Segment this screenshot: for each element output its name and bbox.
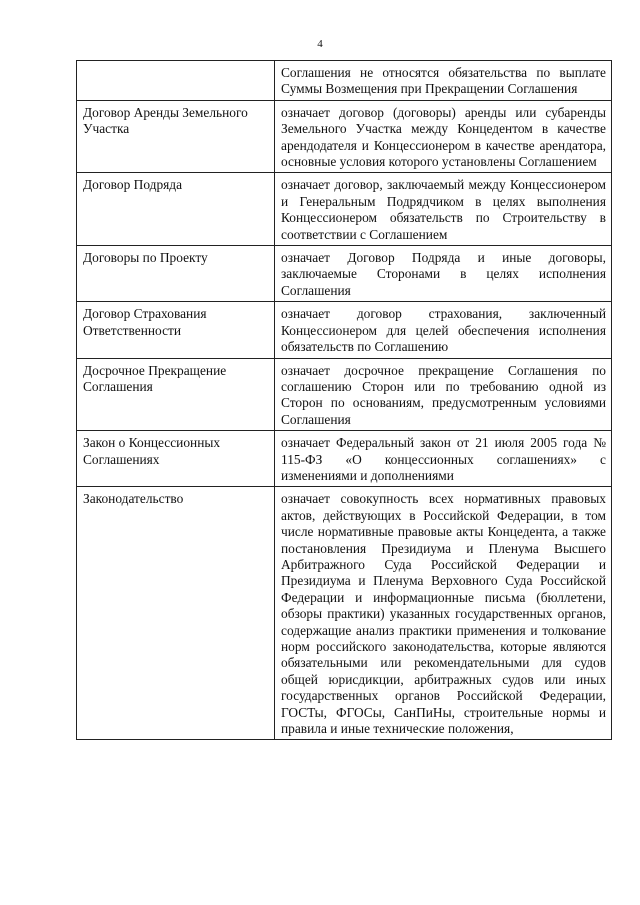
definition-cell: означает совокупность всех нормативных правовых актов, действующих в Российской Федерации, в том числе нормативные правовые акты Концедента, а также постановления Президиума и Пленума Высшего Арбитражного Суда Российской Федерации и Президиума и Пленума Верховного Суда Российской Федерации и информационные письма (бюллетени, обзоры практики) указанных государственных органов, содержащие анализ практики применения и толкование норм российского законодательства, которые являются обязательными или рекомендательными для судов общей юрисдикции, арбитражных судов или иных государственных органов Российской Федерации, ГОСТы, ФГОСы, СанПиНы, строительные нормы и правила и иные технические положения,	[275, 487, 612, 740]
table-row	[77, 358, 612, 431]
term-cell	[77, 61, 275, 101]
definition-cell: означает Федеральный закон от 21 июля 2005 года № 115-ФЗ «О концессионных соглашениях» с изменениями и дополнениями	[275, 431, 612, 487]
table-row	[77, 431, 612, 487]
page-number: 4	[317, 38, 323, 50]
definition-cell: означает договор, заключаемый между Концессионером и Генеральным Подрядчиком в целях выполнения Концессионером обязательств по Строительству в соответствии с Соглашением	[275, 173, 612, 246]
table-row	[77, 100, 612, 173]
definition-cell: Соглашения не относятся обязательства по выплате Суммы Возмещения при Прекращении Соглашения	[275, 61, 612, 101]
table-row	[77, 173, 612, 246]
term-cell: Договор Страхования Ответственности	[77, 302, 275, 358]
definition-cell: означает договор страхования, заключенный Концессионером для целей обеспечения исполнения обязательств по Соглашению	[275, 302, 612, 358]
term-cell: Договор Подряда	[77, 173, 275, 246]
table-row	[77, 487, 612, 740]
term-cell: Договоры по Проекту	[77, 246, 275, 302]
definition-cell: означает досрочное прекращение Соглашения по соглашению Сторон или по требованию одной из Сторон по основаниям, предусмотренным условиями Соглашения	[275, 358, 612, 431]
definitions-table	[76, 60, 612, 740]
table-row	[77, 302, 612, 358]
definition-cell: означает договор (договоры) аренды или субаренды Земельного Участка между Концедентом в качестве арендодателя и Концессионером в качестве арендатора, основные условия которого установлены Соглашением	[275, 100, 612, 173]
table-row	[77, 61, 612, 101]
term-cell: Законодательство	[77, 487, 275, 740]
table-row	[77, 246, 612, 302]
term-cell: Досрочное Прекращение Соглашения	[77, 358, 275, 431]
term-cell: Закон о Концессионных Соглашениях	[77, 431, 275, 487]
term-cell: Договор Аренды Земельного Участка	[77, 100, 275, 173]
definition-cell: означает Договор Подряда и иные договоры, заключаемые Сторонами в целях исполнения Соглашения	[275, 246, 612, 302]
